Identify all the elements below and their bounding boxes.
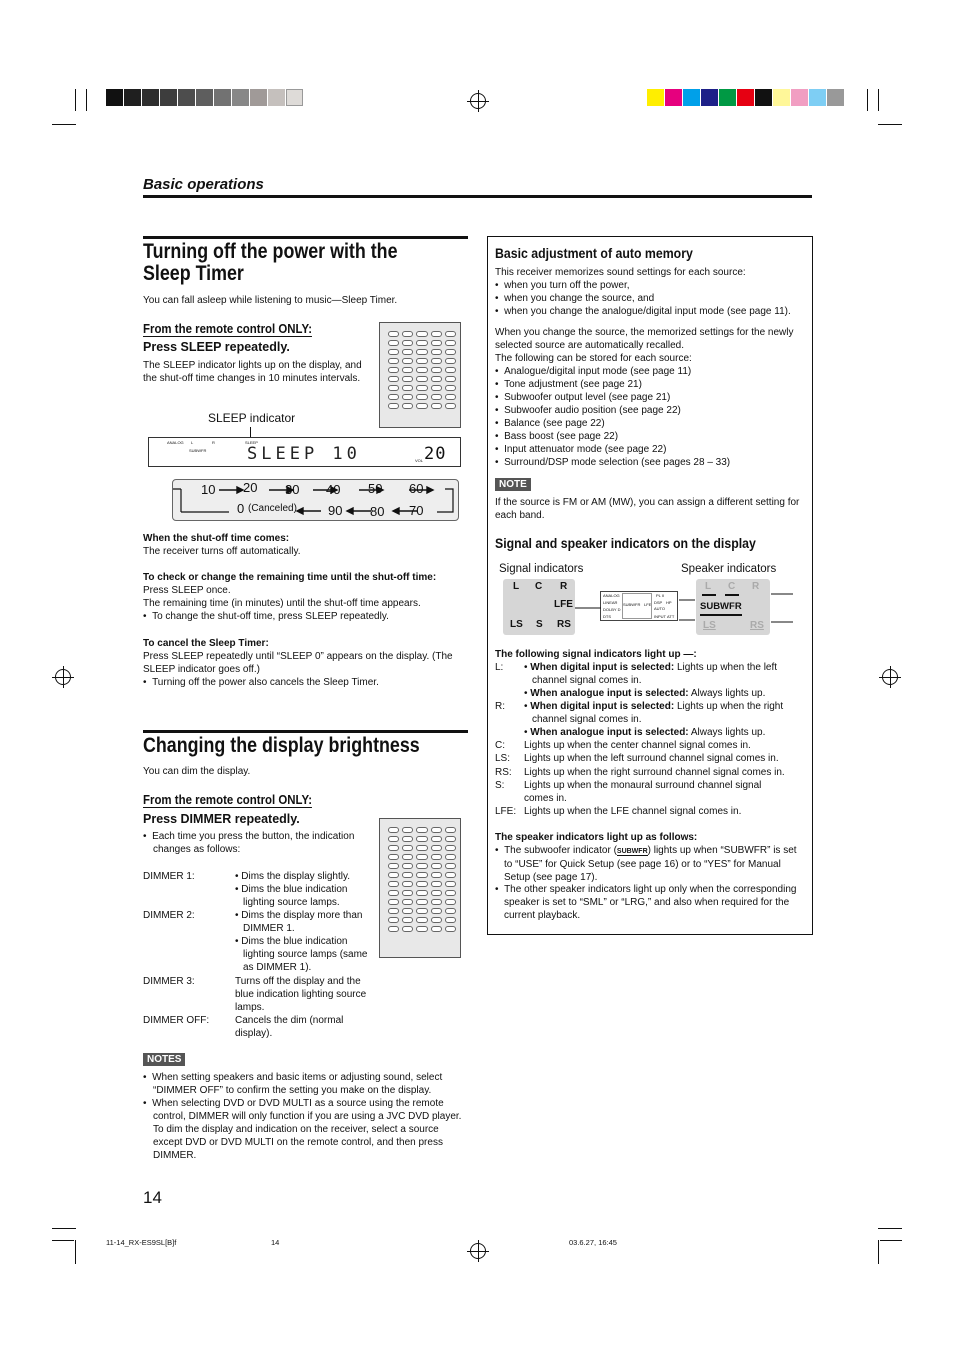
sig-lfe: LFE: [554, 599, 573, 610]
header-rule: [143, 195, 812, 198]
section-header: Basic operations: [143, 176, 264, 193]
cycle-40: 40: [326, 482, 341, 497]
memory-when-list: [495, 279, 810, 318]
spk-l: L: [705, 581, 712, 592]
sig-r: R: [560, 581, 568, 592]
memory-when-item: • when you change the analogue/digital input mode (see page 11).: [495, 306, 791, 317]
spk-ls: LS: [703, 620, 716, 631]
stored-item: • Tone adjustment (see page 21): [495, 379, 642, 390]
signal-indicator-panel: [503, 579, 575, 635]
lcd-main-text: SLEEP 10: [247, 444, 361, 464]
sig-ls: LS: [510, 619, 523, 630]
dimmer-intro: You can dim the display.: [143, 766, 251, 777]
memory-para-3: The following can be stored for each source:: [495, 353, 692, 364]
sig-row-r-key: R:: [495, 701, 505, 712]
dimmer-1-line-1: • Dims the display slightly.: [235, 871, 351, 882]
cycle-60: 60: [409, 481, 424, 496]
shutoff-heading: When the shut-off time comes:: [143, 533, 290, 544]
lcd-subwfr: SUBWFR: [189, 448, 207, 453]
footer-file: 11-14_RX-ES9SL[B]f: [106, 1238, 177, 1247]
sig-c: C: [535, 581, 543, 592]
registration-mark-right: [882, 669, 898, 685]
registration-mark-top: [470, 93, 486, 109]
stored-item: • Subwoofer output level (see page 21): [495, 392, 671, 403]
registration-mark-left: [55, 669, 71, 685]
memory-when-item: • when you turn off the power,: [495, 280, 630, 291]
sleep-title: Turning off the power with the Sleep Timer: [143, 240, 398, 285]
mini-analog: ANALOG: [603, 593, 620, 598]
lcd-volume-number: 20: [424, 444, 447, 464]
remote-control-illustration: [379, 322, 461, 428]
sig-row-ls-key: LS:: [495, 753, 511, 764]
dimmer-each-time: • Each time you press the button, the indication changes as follows:: [143, 831, 355, 855]
memory-stored-list: [495, 365, 810, 469]
sig-row-ls-text: Lights up when the left surround channel signal comes in.: [524, 753, 779, 764]
sleep-title-rule: [143, 236, 468, 239]
sig-row-l-analogue: • When analogue input is selected: Always lights up.: [524, 688, 766, 699]
sig-row-lfe-key: LFE:: [495, 806, 517, 817]
indicators-title: Signal and speaker indicators on the display: [495, 535, 756, 551]
cycle-90: 90: [328, 503, 343, 518]
sleep-intro: You can fall asleep while listening to music—Sleep Timer.: [143, 295, 398, 306]
mini-hp: HP: [666, 600, 672, 605]
shutoff-text: The receiver turns off automatically.: [143, 546, 301, 557]
lcd-analog: ANALOG: [167, 440, 184, 445]
sig-row-rs-text: Lights up when the right surround channel signal comes in.: [524, 767, 785, 778]
memory-intro: This receiver memorizes sound settings for each source:: [495, 267, 746, 278]
speaker-note-1: • The subwoofer indicator (SUBWFR) lights up when “SUBWFR” is set to “USE” for Quick Setup (see page 16) or to “YES” for Manual Setup (see page 17).: [495, 845, 797, 883]
cycle-20: 20: [243, 480, 258, 495]
sleep-indicator-label: SLEEP indicator: [208, 411, 296, 425]
mini-dsp: DSP: [654, 600, 663, 605]
spk-rs: RS: [750, 620, 764, 631]
stored-item: • Analogue/digital input mode (see page 11): [495, 366, 692, 377]
registration-mark-bottom: [470, 1243, 486, 1259]
dimmer-title-rule: [143, 730, 468, 733]
signal-heading: The following signal indicators light up —:: [495, 649, 697, 660]
memory-when-item: • when you change the source, and: [495, 293, 655, 304]
dimmer-press: Press DIMMER repeatedly.: [143, 812, 300, 826]
spk-subwfr: SUBWFR: [700, 601, 742, 612]
dimmer-2-line-2: • Dims the blue indication lighting source lamps (same as DIMMER 1).: [235, 936, 368, 973]
dimmer-remote-only: From the remote control ONLY:: [143, 792, 313, 807]
mini-subwfr: SUBWFR: [623, 602, 641, 607]
speaker-indicators-label: Speaker indicators: [681, 563, 777, 575]
notes-label: NOTES: [143, 1053, 185, 1066]
speaker-note-2: • The other speaker indicators light up only when the corresponding speaker is set to “SML” or “LRG,” and also when required for the current playback.: [495, 884, 797, 921]
sig-l: L: [513, 581, 520, 592]
lcd-l: L: [191, 440, 194, 445]
mini-auto: AUTO: [654, 606, 666, 611]
dimmer-2-label: DIMMER 2:: [143, 910, 195, 921]
dimmer-note-2: • When selecting DVD or DVD MULTI as a source using the remote control, DIMMER will only function if you are using a JVC DVD player. To dim the display and indication on the receiver, select a source except DVD or DVD MULTI on the remote control, and then press DIMMER.: [143, 1098, 462, 1161]
lcd-vol: VOL: [415, 458, 424, 463]
sig-s: S: [536, 619, 543, 630]
mini-lfe: LFE: [644, 602, 652, 607]
stored-item: • Bass boost (see page 22): [495, 431, 619, 442]
sleep-press: Press SLEEP repeatedly.: [143, 340, 290, 354]
check-heading: To check or change the remaining time until the shut-off time:: [143, 572, 437, 583]
dimmer-off-label: DIMMER OFF:: [143, 1015, 210, 1026]
spk-c: C: [728, 581, 736, 592]
page-number: 14: [143, 1188, 162, 1207]
cycle-80: 80: [370, 504, 385, 519]
cancel-line-1: Press SLEEP repeatedly until “SLEEP 0” appears on the display. (The SLEEP indicator goes off.): [143, 651, 453, 675]
sig-row-l-key: L:: [495, 662, 504, 673]
sleep-desc: The SLEEP indicator lights up on the display, and the shut-off time changes in 10 minutes intervals.: [143, 360, 362, 384]
sig-row-c-text: Lights up when the center channel signal comes in.: [524, 740, 751, 751]
mini-att: ATT: [667, 614, 675, 619]
cycle-50: 50: [368, 481, 383, 496]
subwfr-badge: SUBWFR: [616, 848, 648, 855]
dimmer-off-line-1: Cancels the dim (normal display).: [235, 1015, 344, 1039]
memory-para-2: When you change the source, the memorized settings for the newly selected source are automatically recalled.: [495, 327, 794, 351]
cycle-canceled: (Canceled): [248, 503, 297, 514]
cycle-0: 0: [237, 501, 245, 516]
stored-item: • Input attenuator mode (see page 22): [495, 444, 667, 455]
sig-row-l-digital: • When digital input is selected: Lights up when the left channel signal comes in.: [524, 662, 778, 686]
mini-linear: LINEAR: [603, 600, 618, 605]
sig-row-r-analogue: • When analogue input is selected: Always lights up.: [524, 727, 766, 738]
sleep-cycle-diagram: [172, 479, 459, 521]
mini-input: INPUT: [654, 614, 666, 619]
cancel-heading: To cancel the Sleep Timer:: [143, 638, 269, 649]
lcd-r: R: [212, 440, 215, 445]
footer-page: 14: [271, 1238, 280, 1247]
cycle-10: 10: [201, 482, 216, 497]
sig-row-lfe-text: Lights up when the LFE channel signal comes in.: [524, 806, 742, 817]
spk-r: R: [752, 581, 760, 592]
sig-row-s-key: S:: [495, 780, 505, 791]
stored-item: • Subwoofer audio position (see page 22): [495, 405, 681, 416]
check-line-2: The remaining time (in minutes) until the shut-off time appears.: [143, 598, 421, 609]
sig-row-r-digital: • When digital input is selected: Lights up when the right channel signal comes in.: [524, 701, 784, 725]
memory-note: If the source is FM or AM (MW), you can assign a different setting for each band.: [495, 497, 800, 521]
sleep-remote-only: From the remote control ONLY:: [143, 321, 313, 336]
check-line-3: • To change the shut-off time, press SLEEP repeatedly.: [143, 611, 389, 622]
dimmer-title: Changing the display brightness: [143, 734, 420, 757]
remote-control-illustration-2: [379, 818, 461, 958]
memory-title: Basic adjustment of auto memory: [495, 245, 693, 261]
speaker-heading: The speaker indicators light up as follows:: [495, 832, 698, 843]
sig-row-c-key: C:: [495, 740, 505, 751]
dimmer-1-label: DIMMER 1:: [143, 871, 195, 882]
mini-dts: DTS: [603, 614, 611, 619]
receiver-display: [148, 437, 461, 467]
check-line-1: Press SLEEP once.: [143, 585, 231, 596]
signal-indicators-label: Signal indicators: [499, 563, 584, 575]
cancel-line-2: • Turning off the power also cancels the Sleep Timer.: [143, 677, 379, 688]
dimmer-note-1: • When setting speakers and basic items or adjusting sound, select “DIMMER OFF” to confirm the setting you make on the display.: [143, 1072, 443, 1096]
footer-date: 03.6.27, 16:45: [569, 1238, 617, 1247]
sig-rs: RS: [557, 619, 571, 630]
note-label: NOTE: [495, 478, 531, 491]
lcd-sleep: SLEEP: [245, 440, 258, 445]
cycle-70: 70: [409, 503, 424, 518]
stored-item: • Surround/DSP mode selection (see pages 28 – 33): [495, 457, 731, 468]
sig-row-s-text: Lights up when the monaural surround channel signal comes in.: [524, 780, 762, 804]
dimmer-3-label: DIMMER 3:: [143, 976, 195, 987]
mini-plii: PL II: [656, 593, 665, 598]
sig-row-rs-key: RS:: [495, 767, 512, 778]
dimmer-3-line-1: Turns off the display and the blue indication lighting source lamps.: [235, 976, 367, 1013]
speaker-indicator-panel: [696, 579, 770, 635]
mini-dolby: DOLBY D: [603, 607, 621, 612]
cycle-30: 30: [285, 482, 300, 497]
stored-item: • Balance (see page 22): [495, 418, 605, 429]
dimmer-1-line-2: • Dims the blue indication lighting source lamps.: [235, 884, 348, 908]
dimmer-2-line-1: • Dims the display more than DIMMER 1.: [235, 910, 363, 934]
